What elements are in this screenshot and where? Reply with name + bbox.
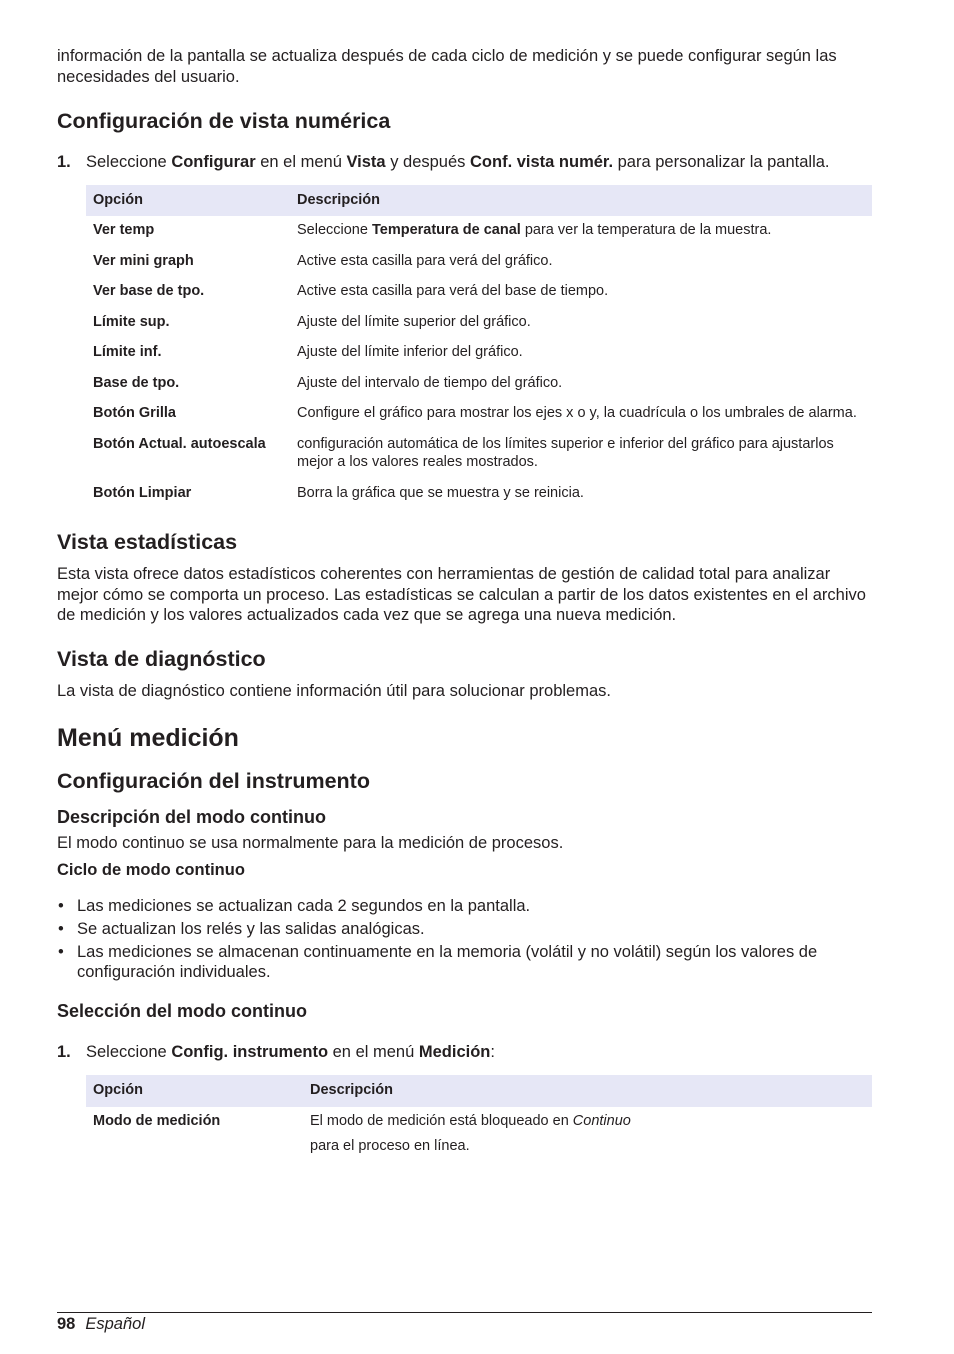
menu-option-configurar: Configurar [171,153,256,171]
step-text: Seleccione [86,1042,172,1061]
numeric-view-options-table [86,185,872,510]
bullet-glyph: • [58,896,64,915]
option-description: Configure el gráfico para mostrar los ejes x o y, la cuadrícula o los umbrales de alarma. [297,405,857,421]
option-name: Botón Grilla [93,405,176,421]
option-description: Active esta casilla para verá del base de tiempo. [297,283,609,299]
list-item-text: Las mediciones se actualizan cada 2 segundos en la pantalla. [77,896,531,915]
page-footer [57,1312,872,1334]
section-title-diagnostic-view: Vista de diagnóstico [57,646,266,671]
option-description: Borra la gráfica que se muestra y se reinicia. [297,484,584,501]
description-text: El modo de medición está bloqueado en [310,1112,573,1129]
option-name: Límite inf. [93,344,162,360]
step-text: en el menú [328,1042,419,1061]
column-header-description: Descripción [303,1075,872,1107]
step-number: 1. [57,153,71,171]
description-italic: Continuo [572,1112,631,1129]
chapter-title: Menú medición [57,724,239,752]
option-name: Base de tpo. [93,374,180,391]
step-number: 1. [57,1042,71,1061]
table-row [86,308,872,339]
section-title-instrument-config: Configuración del instrumento [57,769,370,793]
option-name: Ver base de tpo. [93,283,205,299]
cycle-title: Ciclo de modo continuo [57,860,245,879]
section-title-statistics-view: Vista estadísticas [57,530,238,554]
table-row [86,399,872,430]
description-text: para ver la temperatura de la muestra. [520,222,772,238]
option-description: Ajuste del límite superior del gráfico. [297,313,531,330]
table-row [86,369,872,400]
column-header-option: Opción [86,1075,303,1107]
bullet-glyph: • [58,942,64,961]
column-header-option: Opción [86,185,290,217]
menu-option-config-instrumento: Config. instrumento [171,1042,329,1061]
table-row [86,430,872,479]
diagnostic-paragraph: La vista de diagnóstico contiene información útil para solucionar problemas. [57,681,611,700]
step-text: Seleccione [86,153,172,171]
list-item-text: Se actualizan los relés y las salidas analógicas. [77,919,425,938]
list-item [57,942,872,983]
description-text: Seleccione [297,222,372,238]
step-1-instrument [57,1042,872,1063]
list-item [57,919,872,940]
option-name: Límite sup. [93,313,170,330]
statistics-paragraph: Esta vista ofrece datos estadísticos coherentes con herramientas de gestión de calidad total para analizar mejor cómo se comporta un proceso. Las estadísticas se calculan a partir de los datos existentes en el archivo de medición y los valores actualizados cada vez que se agrega una nueva medición. [57,565,866,624]
subsection-title-continuous-mode: Descripción del modo continuo [57,807,327,827]
option-description: configuración automática de los límites superior e inferior del gráfico para ajustarlos mejor a los valores reales mostrados. [297,435,834,470]
description-bold: Temperatura de canal [371,222,521,238]
option-name: Botón Actual. autoescala [93,435,266,452]
option-description [290,216,872,247]
table-row [86,216,872,247]
bullet-glyph: • [58,919,64,938]
continuous-mode-paragraph: El modo continuo se usa normalmente para la medición de procesos. [57,834,564,852]
column-header-description: Descripción [290,185,872,217]
step-text: en el menú [255,153,347,171]
step-1-numeric [57,152,872,173]
table-row [86,247,872,278]
cycle-bullet-list [57,896,872,983]
option-name: Ver mini graph [93,252,194,269]
table-row [86,479,872,510]
option-description [303,1107,872,1166]
table-row [86,277,872,308]
table-row [86,1107,872,1166]
page-number: 98 [57,1315,76,1333]
option-description: Ajuste del intervalo de tiempo del gráfico. [297,374,563,391]
subsection-title-mode-selection: Selección del modo continuo [57,1000,308,1021]
step-text: para personalizar la pantalla. [613,153,830,171]
option-name: Botón Limpiar [93,484,192,501]
footer-language: Español [85,1315,145,1333]
step-text: y después [385,153,470,171]
option-description: Ajuste del límite inferior del gráfico. [297,344,523,360]
intro-paragraph: información de la pantalla se actualiza después de cada ciclo de medición y se puede configurar según las necesidades del usuario. [57,47,837,86]
list-item-text: Las mediciones se almacenan continuamente en la memoria (volátil y no volátil) según los valores de configuración individuales. [77,942,818,981]
option-name: Modo de medición [93,1112,221,1129]
menu-vista: Vista [346,153,386,171]
menu-option-conf-vista: Conf. vista numér. [470,153,614,171]
option-description: Active esta casilla para verá del gráfico. [297,252,553,269]
section-title-numeric-view: Configuración de vista numérica [57,109,391,133]
step-text: : [490,1042,495,1061]
table-header-row [86,1075,872,1107]
list-item [57,896,872,917]
measurement-mode-table [86,1075,872,1166]
table-row [86,338,872,369]
menu-medicion: Medición [418,1042,491,1061]
option-name: Ver temp [93,222,155,238]
table-header-row [86,185,872,217]
description-text: para el proceso en línea. [310,1137,470,1154]
page-content [57,46,872,1166]
